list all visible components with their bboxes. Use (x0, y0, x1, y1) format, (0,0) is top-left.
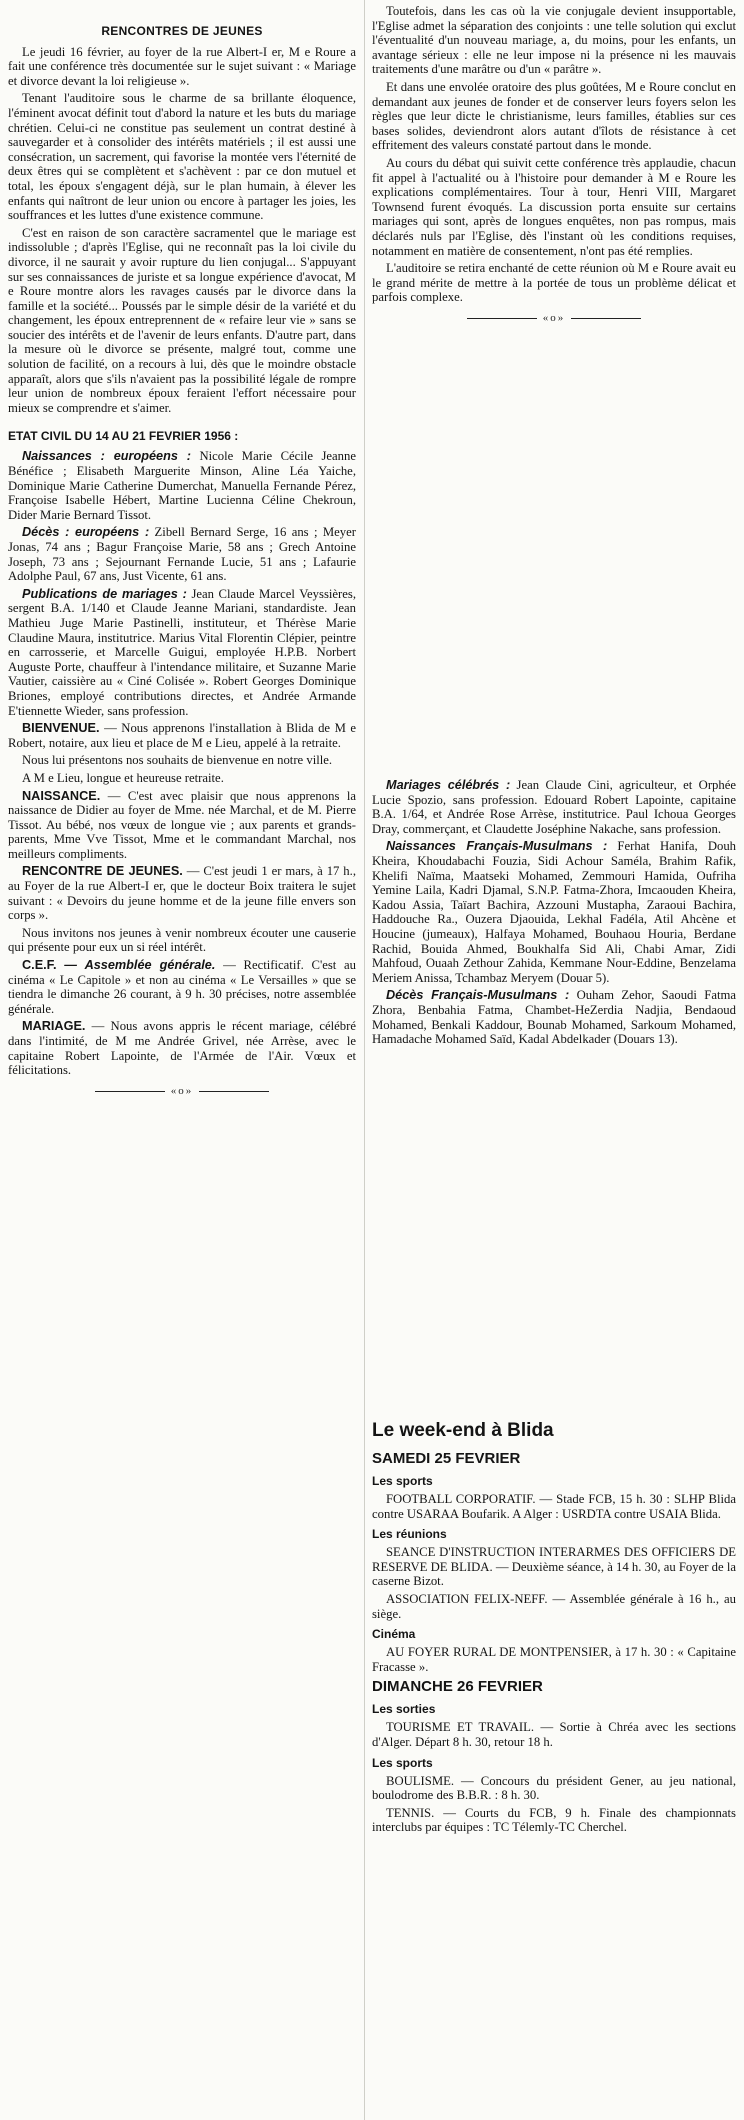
article-paragraph: Et dans une envolée oratoire des plus goûtées, M e Roure conclut en demandant aux jeunes de fonder et de conserver leurs foyers selon les règles que leur dicte le christianisme, leurs familles, établies sur ces bases solides, deviendront alors autant d'îlots de résistance à cet effritement des valeurs constaté partout dans le monde. (372, 79, 736, 153)
cef-entry (8, 958, 356, 1016)
weekend-title: Le week-end à Blida (372, 1420, 554, 1441)
separator (8, 1084, 356, 1099)
event-felix-neff: ASSOCIATION FELIX-NEFF. — Assemblée générale à 16 h., au siège. (372, 1591, 736, 1621)
deces-fm-text: Ouham Zehor, Saoudi Fatma Zhora, Benbahia Fatma, Chambet-HeZerdia Nadjia, Bendaoud Mohamed, Benkali Kaddour, Bounab Mohamed, Sarkoum Mohamed, Hamadache Mohamed Saïd, Kadal Abdelkader (Douars 13). (372, 988, 737, 1047)
category-cinema: Cinéma (372, 1627, 416, 1642)
naiss-fm-label: Naissances Français-Musulmans : (386, 839, 608, 854)
naissances-text: Nicole Marie Cécile Jeanne Bénéfice ; Elisabeth Marguerite Minson, Aline Léa Yaiche, Dominique Marie Catherine Dumerchat, Manuella Fernande Pérez, Françoise Isabelle Hébert, Martine Lucienna Céline Chekroun, Dider Marie Bernard Tissot. (8, 449, 356, 522)
etat-civil-heading: ETAT CIVIL DU 14 AU 21 FEVRIER 1956 : (8, 429, 239, 444)
naissances-label: Naissances : européens : (22, 449, 191, 464)
celebres-text: Jean Claude Cini, agriculteur, et Orphée Lucie Spozio, sans profession. Edouard Robert Lapointe, capitaine B.A. 1/64, et Andrée Rose Arrèse, institutrice. Paul Ichoua Georges Dray, commerçant, et Claudette Joséphine Nakache, sans profession. (372, 778, 736, 836)
separator-mark: «o» (170, 1084, 194, 1097)
weekend-day-saturday: SAMEDI 25 FEVRIER (372, 1450, 521, 1467)
mariage-text: — Nous avons appris le récent mariage, célébré dans l'intimité, de M me Andrée Grivel, née Arrèse, avec le capitaine Robert Lapointe, de l'Armée de l'Air. Vœux et félicitations. (8, 1019, 357, 1078)
category-sorties: Les sorties (372, 1702, 436, 1717)
bienvenue-text: — Nous apprenons l'installation à Blida de M e Robert, notaire, aux lieu et place de M e Lieu, appelé à la retraite. (8, 721, 356, 750)
category-reunions: Les réunions (372, 1527, 447, 1542)
cef-sub: — Assemblée générale. (64, 958, 216, 973)
article-paragraph: Le jeudi 16 février, au foyer de la rue Albert-I er, M e Roure a fait une conférence très documentée sur le sujet suivant : « Mariage et divorce devant la loi religieuse ». (8, 44, 356, 88)
right-column-records (372, 778, 736, 1050)
naiss-fm-text: Ferhat Hanifa, Douh Kheira, Khoudabachi Fouzia, Sidi Achour Saméla, Brahim Rafik, Khelifi Naïma, Maatseki Mohamed, Zemmouri Hamida, Oufriha Yemine Laila, Kadri Djamal, S.N.P. Fatma-Zhora, Imcaouden Kheira, Kadou Assia, Taïart Bachira, Azzouni Mustapha, Zaraoui Bachira, Haddouche Ra., Ouzera Djaouida, Lekhal Fadéla, Atil Ahcène et Houcine (jumeaux), Halfaya Mohamed, Bouhaou Houria, Berdane Rachid, Bouida Ahmed, Boukhalfa Sid Ali, Chabi Amar, Zidi Mahfoud, Ouaah Zethour Zahida, Kemmane Nour-Eddine, Benzelama Meriem Anissa, Tchambaz Meryem (Douar 5). (372, 839, 737, 985)
cef-text: — Rectificatif. C'est au cinéma « Le Capitole » et non au cinéma « Le Versailles » que se tiendra le dimanche 26 courant, à 9 h. 30 précises, notre assemblée générale. (8, 958, 357, 1016)
article-paragraph: Tenant l'auditoire sous le charme de sa brillante éloquence, l'éminent avocat définit tout d'abord la nature et les buts du mariage chrétien. Celui-ci ne constitue pas seulement un contrat destiné à sauvegarder et à consolider des intérêts matériels ; il est aussi une consécration, un sacrement, qui favorise la montée vers l'éternité de deux êtres qui se complètent et s'achèvent : par ce don mutuel et total, les époux s'engagent déjà, sur le plan humain, à élever les enfants qui naîtront de leur union ou encore à partager les joies, les souffrances et les luttes d'une existence commune. (8, 91, 356, 223)
naissances-entry (8, 449, 356, 522)
deces-text: Zibell Bernard Serge, 16 ans ; Meyer Jonas, 74 ans ; Bagur Françoise Marie, 58 ans ; Grech Antoine Joseph, 73 ans ; Sejournant Fernande Lucie, 51 ans ; Lafaurie Adolphe Paul, 67 ans, Just Vicente, 61 ans. (8, 525, 356, 584)
article-paragraph: Toutefois, dans les cas où la vie conjugale devient insupportable, l'Eglise admet la séparation des conjoints : une telle solution qui exclut l'éventualité d'un nouveau mariage, a, du moins, pour les enfants, un avantage sérieux : elle ne leur impose ni la présence ni les mauvais traitements d'une marâtre ou d'un « parâtre ». (372, 4, 736, 77)
naissance-text: — C'est avec plaisir que nous apprenons la naissance de Didier au foyer de Mme. née Marchal, et de M. Pierre Tissot. Au bébé, nos vœux de longue vie ; aux parents et grands-parents, Mme Vve Tissot, Mme et le commandant Marchal, nos meilleurs compliments. (8, 788, 356, 861)
naissance-label: NAISSANCE. (22, 788, 101, 803)
event-boulisme: BOULISME. — Concours du président Gener, au jeu national, boulodrome des B.B.R. : 8 h. 30. (372, 1773, 736, 1803)
article-paragraph: Au cours du débat qui suivit cette conférence très applaudie, chacun fit appel à l'actualité ou à l'histoire pour demander à M e Roure les explications complémentaires. Tour à tour, Henri VIII, Margaret Townsend furent évoqués. La discussion porta ensuite sur certains mariages qui sont, après de longues enquêtes, non pas rompus, mais déclarés nuls par l'Eglise, dès l'instant où les conditions requises, notamment en matière de consentement, n'ont pas été remplies. (372, 155, 736, 258)
category-sports: Les sports (372, 1755, 433, 1770)
publications-label: Publications de mariages : (22, 586, 187, 601)
mariages-celebres-entry (372, 778, 736, 836)
bienvenue-text-2: Nous lui présentons nos souhaits de bienvenue en notre ville. (22, 753, 333, 768)
bienvenue-text-3: A M e Lieu, longue et heureuse retraite. (22, 770, 224, 785)
event-tourisme: TOURISME ET TRAVAIL. — Sortie à Chréa avec les sections d'Alger. Départ 8 h. 30, retour 18 h. (372, 1720, 736, 1749)
right-column-top (372, 4, 736, 335)
event-cinema: AU FOYER RURAL DE MONTPENSIER, à 17 h. 30 : « Capitaine Fracasse ». (372, 1645, 736, 1674)
celebres-label: Mariages célébrés : (386, 778, 511, 792)
publications-entry (8, 587, 356, 718)
rencontre-text-2: Nous invitons nos jeunes à venir nombreux écouter une causerie qui présente pour eux un si réel intérêt. (8, 925, 356, 955)
rencontre-text: — C'est jeudi 1 er mars, à 17 h., au Foyer de la rue Albert-I er, que le docteur Boix traitera le sujet suivant : « Devoirs du jeune homme et de la jeune fille envers son corps ». (8, 864, 356, 923)
separator-mark: «o» (542, 311, 566, 324)
category-sports: Les sports (372, 1474, 433, 1488)
article-paragraph: L'auditoire se retira enchanté de cette réunion où M e Roure avait eu le grand mérite de mettre à la portée de tous un problème délicat et parfois complexe. (372, 261, 736, 305)
weekend-day-sunday: DIMANCHE 26 FEVRIER (372, 1678, 543, 1696)
deces-label: Décès : européens : (22, 525, 150, 540)
deces-fm-entry (372, 988, 736, 1046)
article-paragraph: C'est en raison de son caractère sacramentel que le mariage est indissoluble ; d'après l'Eglise, qui ne reconnaît pas la loi civile du divorce, il ne saurait y avoir rupture du lien conjugal... S'appuyant sur ses connaissances de juriste et sa longue expérience d'avocat, M e Roure montre alors les ravages causés par le divorce dans la famille et la société... Poussés par le simple désir de la variété et du changement, les époux entreprennent de « refaire leur vie » sans se soucier des intérêts et de l'avenir de leurs enfants. D'autre part, dans la mesure où le divorce se présente, malgré tout, comme une solution de facilité, on a recours à lui, dès que le moindre obstacle apparaît, alors que s'ils n'avaient pas la possibilité légale de rompre leur union de nombreux époux feraient l'effort nécessaire pour mieux se comprendre et s'aimer. (8, 225, 356, 415)
article-heading: RENCONTRES DE JEUNES (101, 24, 263, 38)
naissance-entry (8, 789, 356, 862)
mariage-entry (8, 1019, 356, 1077)
publications-text: Jean Claude Marcel Veyssières, sergent B.A. 1/140 et Claude Jeanne Mariani, standardiste. Jean Mathieu Juge Marie Pastinelli, instituteur, et Thérèse Marie Claudine Maura, institutrice. Marius Vital Florentin Clépier, peintre en carrosserie, et Marcelle Guigui, employée H.P.B. Norbert Auguste Porte, chauffeur à l'intendance militaire, et Suzanne Marie Vautier, caissière au « Ciné Colisée ». Robert Georges Dominique Briones, employé contributions directes, et Andrée Armande E'tiennette Wieder, sans profession. (8, 586, 357, 718)
cef-label: C.E.F. (22, 958, 57, 973)
deces-entry (8, 525, 356, 583)
left-column (8, 24, 356, 1108)
mariage-label: MARIAGE. (22, 1019, 86, 1034)
naissances-fm-entry (372, 839, 736, 985)
event-football: FOOTBALL CORPORATIF. — Stade FCB, 15 h. 30 : SLHP Blida contre USARAA Boufarik. A Alger : USRDTA contre USAIA Blida. (372, 1492, 736, 1521)
deces-fm-label: Décès Français-Musulmans : (386, 988, 570, 1003)
weekend-section (372, 1420, 736, 1838)
column-rule (364, 0, 365, 2120)
event-seance: SEANCE D'INSTRUCTION INTERARMES DES OFFICIERS DE RESERVE DE BLIDA. — Deuxième séance, à 14 h. 30, au Foyer de la caserne Bizot. (372, 1545, 736, 1589)
rencontre-entry (8, 864, 356, 922)
bienvenue-entry (8, 721, 356, 750)
separator (372, 311, 736, 326)
rencontre-label: RENCONTRE DE JEUNES. (22, 864, 183, 879)
bienvenue-label: BIENVENUE. (22, 721, 100, 736)
event-tennis: TENNIS. — Courts du FCB, 9 h. Finale des championnats interclubs par équipes : TC Télemly-TC Cherchel. (372, 1805, 736, 1835)
